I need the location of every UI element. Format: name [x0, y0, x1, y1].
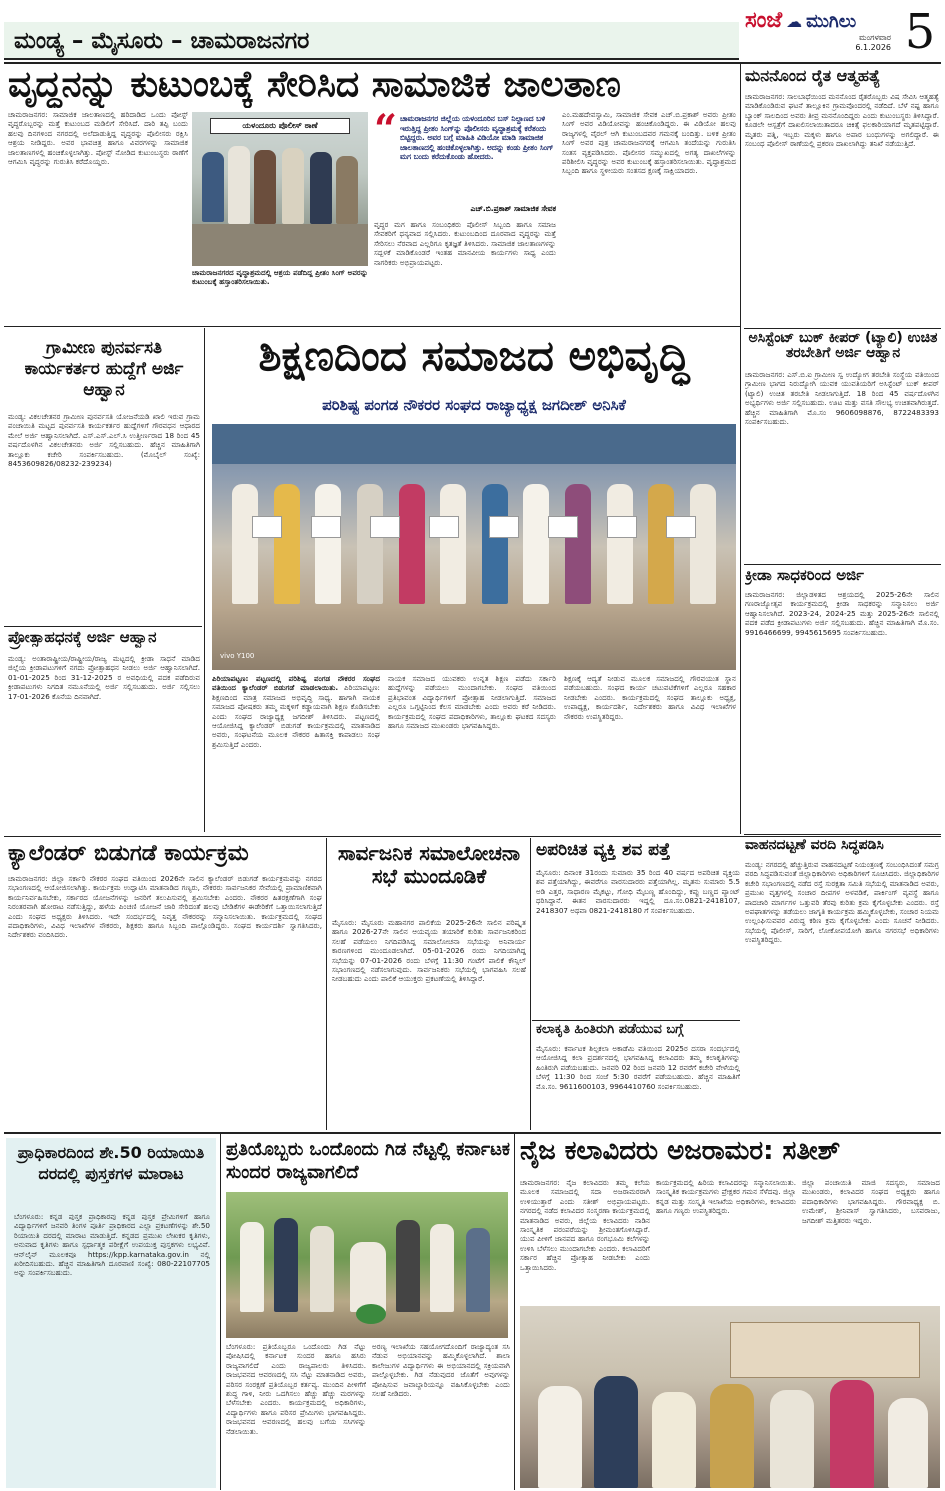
traffic-body: ಮಂಡ್ಯ: ನಗರದಲ್ಲಿ ಹೆಚ್ಚುತ್ತಿರುವ ವಾಹನದಟ್ಟಣೆ ನಿಯಂತ್ರಣಕ್ಕೆ ಸಂಬಂಧಿಸಿದಂತೆ ಸಮಗ್ರ ವರದಿ ಸಿದ್ಧಪಡಿಸುವಂತೆ ಜಿಲ್ಲಾಧಿಕಾರಿಗಳು ಅಧಿಕಾರಿಗಳಿಗೆ ಸೂಚಿಸಿದರು. ಜಿಲ್ಲಾಧಿಕಾರಿಗಳ ಕಚೇರಿ ಸಭಾಂಗಣದಲ್ಲಿ ನಡೆದ ರಸ್ತೆ ಸುರಕ್ಷತಾ ಸಮಿತಿ ಸಭೆಯಲ್ಲಿ ಮಾತನಾಡಿದ ಅವರು, ಪ್ರಮುಖ ವೃತ್ತಗಳಲ್ಲಿ ಸಂಚಾರ ದೀಪಗಳ ಅಳವಡಿಕೆ, ಪಾರ್ಕಿಂಗ್ ವ್ಯವಸ್ಥೆ ಹಾಗೂ ಪಾದಚಾರಿ ಮಾರ್ಗಗಳ ಒತ್ತುವರಿ ತೆರವು ಕುರಿತು ಕ್ರಮ ಕೈಗೊಳ್ಳಬೇಕು ಎಂದರು. ರಸ್ತೆ ಅಪಘಾತಗಳನ್ನು ತಡೆಯಲು ಜಾಗೃತಿ ಕಾರ್ಯಕ್ರಮ ಹಮ್ಮಿಕೊಳ್ಳಬೇಕು, ಸಂಚಾರ ನಿಯಮ ಉಲ್ಲಂಘಿಸುವವರ ವಿರುದ್ಧ ಕಠಿಣ ಕ್ರಮ ಕೈಗೊಳ್ಳಬೇಕು ಎಂದು ಸೂಚನೆ ನೀಡಿದರು. ಸಭೆಯಲ್ಲಿ ಪೊಲೀಸ್, ಸಾರಿಗೆ, ಲೋಕೋಪಯೋಗಿ ಹಾಗೂ ನಗರಸಭೆ ಅಧಿಕಾರಿಗಳು ಉಪಸ್ಥಿತರಿದ್ದರು.	[745, 860, 939, 945]
education-col1-text: ಪಿರಿಯಾಪಟ್ಟಣ: ಶಿಕ್ಷಣದಿಂದ ಮಾತ್ರ ಸಮಾಜದ ಅಭಿವೃದ್ಧಿ ಸಾಧ್ಯ. ಹಾಗಾಗಿ ನಾಯಕ ಸಮಾಜದ ಪೋಷಕರು ತಮ್ಮ ಮಕ್ಕಳಿಗೆ ಕಡ್ಡಾಯವಾಗಿ ಶಿಕ್ಷಣ ಕೊಡಿಸಬೇಕು ಎಂದು ಸಂಘದ ರಾಜ್ಯಾಧ್ಯಕ್ಷ ಜಗದೀಶ್ ತಿಳಿಸಿದರು. ಪಟ್ಟಣದಲ್ಲಿ ಆಯೋಜಿಸಿದ್ದ ಕ್ಯಾಲೆಂಡರ್ ಬಿಡುಗಡೆ ಕಾರ್ಯಕ್ರಮದಲ್ಲಿ ಮಾತನಾಡಿದ ಅವರು, ಸಂಘಟನೆಯ ಮೂಲಕ ನೌಕರರ ಹಿತಾಸಕ್ತಿ ಕಾಪಾಡಲು ಸಂಘ ಶ್ರಮಿಸುತ್ತಿದೆ ಎಂದರು.	[212, 683, 380, 749]
rule-col-meeting	[530, 838, 531, 1130]
page-number: 5	[904, 4, 936, 60]
public-meeting-body: ಮೈಸೂರು: ಮೈಸೂರು ಮಹಾನಗರ ಪಾಲಿಕೆಯ 2025-26ನೇ ಸಾಲಿನ ಪರಿಷ್ಕೃತ ಹಾಗೂ 2026-27ನೇ ಸಾಲಿನ ಆಯವ್ಯಯ ತಯಾರಿಕೆ ಕುರಿತು ಸಾರ್ವಜನಿಕರಿಂದ ಸಲಹೆ ಪಡೆಯಲು ನಿಗದಿಪಡಿಸಿದ್ದ ಸಮಾಲೋಚನಾ ಸಭೆಯನ್ನು ಅನಿವಾರ್ಯ ಕಾರಣಗಳಿಂದ ಮುಂದೂಡಲಾಗಿದೆ. 05-01-2026 ರಂದು ನಿಗದಿಯಾಗಿದ್ದ ಸಭೆಯನ್ನು 07-01-2026 ರಂದು ಬೆಳಗ್ಗೆ 11:30 ಗಂಟೆಗೆ ಪಾಲಿಕೆ ಕೌನ್ಸಿಲ್ ಸಭಾಂಗಣದಲ್ಲಿ ನಡೆಸಲಾಗುವುದು. ಸಾರ್ವಜನಿಕರು ಸಭೆಯಲ್ಲಿ ಭಾಗವಹಿಸಿ ಸಲಹೆ ನೀಡಬಹುದು ಎಂದು ಪಾಲಿಕೆ ಆಯುಕ್ತರು ಪ್ರಕಟಣೆಯಲ್ಲಿ ತಿಳಿಸಿದ್ದಾರೆ.	[332, 918, 526, 984]
education-col3: ಶಿಕ್ಷಣಕ್ಕೆ ಆದ್ಯತೆ ನೀಡುವ ಮೂಲಕ ಸಮಾಜದಲ್ಲಿ ಗೌರವಯುತ ಸ್ಥಾನ ಪಡೆಯಬಹುದು. ಸಂಘದ ಕಾರ್ಯ ಚಟುವಟಿಕೆಗಳಿಗೆ ಎಲ್ಲರೂ ಸಹಕಾರ ನೀಡಬೇಕು ಎಂದರು. ಕಾರ್ಯಕ್ರಮದಲ್ಲಿ ಸಂಘದ ತಾಲ್ಲೂಕು ಅಧ್ಯಕ್ಷ, ಉಪಾಧ್ಯಕ್ಷ, ಕಾರ್ಯದರ್ಶಿ, ನಿರ್ದೇಶಕರು ಹಾಗೂ ವಿವಿಧ ಇಲಾಖೆಗಳ ನೌಕರರು ಉಪಸ್ಥಿತರಿದ್ದರು.	[564, 674, 736, 721]
sports-award-headline: ಕ್ರೀಡಾ ಸಾಧಕರಿಂದ ಅರ್ಜಿ	[745, 568, 864, 584]
rule-left-1	[4, 626, 202, 627]
books-body: ಬೆಂಗಳೂರು: ಕನ್ನಡ ಪುಸ್ತಕ ಪ್ರಾಧಿಕಾರವು ಕನ್ನಡ ಪುಸ್ತಕ ಪ್ರೇಮಿಗಳಿಗೆ ಹಾಗೂ ವಿದ್ಯಾರ್ಥಿಗಳಿಗೆ ಜನವರಿ ತಿಂಗಳ ಪೂರ್ತಿ ಪ್ರಾಧಿಕಾರದ ಎಲ್ಲಾ ಪ್ರಕಟಣೆಗಳನ್ನು ಶೇ.50 ರಿಯಾಯಿತಿ ದರದಲ್ಲಿ ಮಾರಾಟ ಮಾಡುತ್ತಿದೆ. ಕನ್ನಡದ ಪ್ರಮುಖ ಲೇಖಕರ ಕೃತಿಗಳು, ಅನುವಾದ ಕೃತಿಗಳು ಹಾಗೂ ಸ್ಪರ್ಧಾತ್ಮಕ ಪರೀಕ್ಷೆಗೆ ಉಪಯುಕ್ತ ಪುಸ್ತಕಗಳು ಲಭ್ಯವಿವೆ. ಆನ್‌ಲೈನ್ ಮೂಲಕವೂ https://kpp.karnataka.gov.in ನಲ್ಲಿ ಖರೀದಿಸಬಹುದು. ಹೆಚ್ಚಿನ ಮಾಹಿತಿಗಾಗಿ ದೂರವಾಣಿ ಸಂಖ್ಯೆ: 080-22107705 ಅನ್ನು ಸಂಪರ್ಕಿಸಬಹುದು.	[14, 1212, 210, 1278]
lead-col-divider	[740, 64, 741, 834]
rule-right-1	[744, 328, 941, 329]
promotion-body: ಮಂಡ್ಯ: ಅಂತಾರಾಷ್ಟ್ರೀಯ/ರಾಷ್ಟ್ರೀಯ/ರಾಜ್ಯ ಮಟ್ಟದಲ್ಲಿ ಕ್ರೀಡಾ ಸಾಧನೆ ಮಾಡಿದ ಜಿಲ್ಲೆಯ ಕ್ರೀಡಾಪಟುಗಳಿಗೆ ನಗದು ಪ್ರೋತ್ಸಾಹಧನ ನೀಡಲು ಅರ್ಜಿ ಆಹ್ವಾನಿಸಲಾಗಿದೆ. 01-01-2025 ರಿಂದ 31-12-2025 ರ ಅವಧಿಯಲ್ಲಿ ಪದಕ ಪಡೆದಿರುವ ಕ್ರೀಡಾಪಟುಗಳು ನಿಗದಿತ ನಮೂನೆಯಲ್ಲಿ ಅರ್ಜಿ ಸಲ್ಲಿಸಬಹುದು. ಅರ್ಜಿ ಸಲ್ಲಿಸಲು 17-01-2026 ಕೊನೆಯ ದಿನವಾಗಿದೆ.	[8, 654, 200, 701]
rule-kala	[532, 1020, 740, 1021]
traffic-headline: ವಾಹನದಟ್ಟಣೆ ವರದಿ ಸಿದ್ಧಪಡಿಸಿ	[745, 838, 884, 853]
lead-headline: ವೃದ್ಧನನ್ನು ಕುಟುಂಬಕ್ಕೆ ಸೇರಿಸಿದ ಸಾಮಾಜಿಕ ಜಾಲತಾಣ	[8, 66, 621, 105]
lead-col1	[8, 110, 188, 322]
bookkeeper-headline: ಅಸಿಸ್ಟೆಂಟ್ ಬುಕ್ ಕೀಪರ್ (ಟ್ಯಾಲಿ) ಉಚಿತ ತರಬೇತಿಗೆ ಅರ್ಜಿ ಆಹ್ವಾನ	[748, 331, 938, 361]
education-headline: ಶಿಕ್ಷಣದಿಂದ ಸಮಾಜದ ಅಭಿವೃದ್ಧಿ	[258, 334, 690, 380]
kala-body: ಮೈಸೂರು: ಕರ್ನಾಟಕ ಶಿಲ್ಪಕಲಾ ಅಕಾಡೆಮಿ ವತಿಯಿಂದ 2025ರ ದಸರಾ ಸಂದರ್ಭದಲ್ಲಿ ಆಯೋಜಿಸಿದ್ದ ಕಲಾ ಪ್ರದರ್ಶನದಲ್ಲಿ ಭಾಗವಹಿಸಿದ್ದ ಕಲಾವಿದರು ತಮ್ಮ ಕಲಾಕೃತಿಗಳನ್ನು ಹಿಂತಿರುಗಿ ಪಡೆಯಬಹುದು. ಜನವರಿ 02 ರಿಂದ ಜನವರಿ 12 ರವರೆಗೆ ಕಚೇರಿ ವೇಳೆಯಲ್ಲಿ ಬೆಳಗ್ಗೆ 11:30 ರಿಂದ ಸಂಜೆ 5:30 ರವರೆಗೆ ಪಡೆಯಬಹುದು. ಹೆಚ್ಚಿನ ಮಾಹಿತಿಗೆ ಮೊ.ಸಂ. 9611600103, 9964410760 ಸಂಪರ್ಕಿಸಬಹುದು.	[536, 1044, 740, 1091]
issue-date: 6.1.2026	[855, 43, 891, 52]
tree-photo	[226, 1192, 508, 1338]
rule-row3	[4, 836, 941, 837]
calendar-body: ಚಾಮರಾಜನಗರ: ಜಿಲ್ಲಾ ಸರ್ಕಾರಿ ನೌಕರರ ಸಂಘದ ವತಿಯಿಂದ 2026ನೇ ಸಾಲಿನ ಕ್ಯಾಲೆಂಡರ್ ಬಿಡುಗಡೆ ಕಾರ್ಯಕ್ರಮವನ್ನು ನಗರದ ಸಭಾಂಗಣದಲ್ಲಿ ಆಯೋಜಿಸಲಾಗಿತ್ತು. ಕಾರ್ಯಕ್ರಮ ಉದ್ಘಾಟಿಸಿ ಮಾತನಾಡಿದ ಗಣ್ಯರು, ನೌಕರರು ಸಾರ್ವಜನಿಕರ ಸೇವೆಯಲ್ಲಿ ಪ್ರಾಮಾಣಿಕವಾಗಿ ಕಾರ್ಯನಿರ್ವಹಿಸಬೇಕು, ಸರ್ಕಾರದ ಯೋಜನೆಗಳನ್ನು ಜನರಿಗೆ ತಲುಪಿಸುವಲ್ಲಿ ಶ್ರಮಿಸಬೇಕು ಎಂದರು. ನೌಕರರ ಹಿತರಕ್ಷಣೆಗಾಗಿ ಸಂಘ ನಿರಂತರವಾಗಿ ಹೋರಾಟ ನಡೆಸುತ್ತಿದ್ದು, ಹಳೆಯ ಪಿಂಚಣಿ ಯೋಜನೆ ಜಾರಿ ಸೇರಿದಂತೆ ಹಲವು ಬೇಡಿಕೆಗಳ ಈಡೇರಿಕೆಗೆ ಒತ್ತಾಯಿಸಲಾಗುತ್ತಿದೆ ಎಂದು ಸಂಘದ ಅಧ್ಯಕ್ಷರು ತಿಳಿಸಿದರು. ಇದೇ ಸಂದರ್ಭದಲ್ಲಿ ನಿವೃತ್ತ ನೌಕರರನ್ನು ಸನ್ಮಾನಿಸಲಾಯಿತು. ಕಾರ್ಯಕ್ರಮದಲ್ಲಿ ಸಂಘದ ಪದಾಧಿಕಾರಿಗಳು, ವಿವಿಧ ಇಲಾಖೆಗಳ ನೌಕರರು, ಶಿಕ್ಷಕರು ಹಾಗೂ ಸಿಬ್ಬಂದಿ ಪಾಲ್ಗೊಂಡಿದ್ದರು. ಸಂಘದ ಕಾರ್ಯದರ್ಶಿ ಸ್ವಾಗತಿಸಿದರು, ನಿರ್ದೇಶಕರು ವಂದಿಸಿದರು.	[8, 874, 322, 940]
lead-quote-box	[374, 112, 556, 216]
issue-day: ಮಂಗಳವಾರ	[858, 33, 891, 42]
education-caption: ಪಿರಿಯಾಪಟ್ಟಣ: ಪಟ್ಟಣದಲ್ಲಿ ಪರಿಶಿಷ್ಟ ಪಂಗಡ ನೌಕರರ ಸಂಘದ ವತಿಯಿಂದ ಕ್ಯಾಲೆಂಡರ್ ಬಿಡುಗಡೆ ಮಾಡಲಾಯಿತು.	[212, 674, 380, 693]
education-col1	[212, 674, 380, 832]
logo-mugilu: ಮುಗಿಲು	[806, 11, 857, 32]
bookkeeper-body: ಚಾಮರಾಜನಗರ: ಎಸ್.ಬಿ.ಐ ಗ್ರಾಮೀಣ ಸ್ವ ಉದ್ಯೋಗ ತರಬೇತಿ ಸಂಸ್ಥೆಯ ವತಿಯಿಂದ ಗ್ರಾಮೀಣ ಭಾಗದ ನಿರುದ್ಯೋಗಿ ಯುವಕ ಯುವತಿಯರಿಗೆ ಅಸಿಸ್ಟೆಂಟ್ ಬುಕ್ ಕೀಪರ್ (ಟ್ಯಾಲಿ) ಉಚಿತ ತರಬೇತಿ ನೀಡಲಾಗುತ್ತಿದೆ. 18 ರಿಂದ 45 ವರ್ಷದೊಳಗಿನ ಅಭ್ಯರ್ಥಿಗಳು ಅರ್ಜಿ ಸಲ್ಲಿಸಬಹುದು. ಊಟ ಮತ್ತು ವಸತಿ ಸೌಲಭ್ಯ ಉಚಿತವಾಗಿರುತ್ತದೆ. ಹೆಚ್ಚಿನ ಮಾಹಿತಿಗಾಗಿ ಮೊ.ಸಂ 9606098876, 8722483393 ಸಂಪರ್ಕಿಸಬಹುದು.	[745, 370, 939, 427]
masthead-logo	[745, 4, 895, 60]
unknown-body-text: ಮೈಸೂರು: ದಿನಾಂಕ 31ರಂದು ಸುಮಾರು 35 ರಿಂದ 40 ವರ್ಷದ ಅಪರಿಚಿತ ವ್ಯಕ್ತಿಯ ಶವ ಪತ್ತೆಯಾಗಿದ್ದು, ಈವರೆಗೂ ವಾರಸುದಾರರು ಪತ್ತೆಯಾಗಿಲ್ಲ. ಮೃತನು ಸುಮಾರು 5.5 ಅಡಿ ಎತ್ತರ, ಸಾಧಾರಣ ಮೈಕಟ್ಟು, ಗೋಧಿ ಮೈಬಣ್ಣ ಹೊಂದಿದ್ದು, ಕಪ್ಪು ಬಣ್ಣದ ಪ್ಯಾಂಟ್ ಧರಿಸಿದ್ದಾನೆ. ಈತನ ವಾರಸುದಾರರು ಇದ್ದಲ್ಲಿ ದೂ.ಸಂ.0821-2418107, 2418307 ಅಥವಾ 0821-2418180 ಗೆ ಸಂಪರ್ಕಿಸಬಹುದು.	[536, 868, 740, 915]
rehab-headline: ಗ್ರಾಮೀಣ ಪುನರ್ವಸತಿ ಕಾರ್ಯಕರ್ತರ ಹುದ್ದೆಗೆ ಅರ್ಜಿ ಆಹ್ವಾನ	[24, 338, 184, 400]
artist-col3: ಜಿಲ್ಲಾ ಪಂಚಾಯಿತಿ ಮಾಜಿ ಸದಸ್ಯರು, ಸಮಾಜದ ಮುಖಂಡರು, ಕಲಾವಿದರ ಸಂಘದ ಅಧ್ಯಕ್ಷರು ಹಾಗೂ ಪದಾಧಿಕಾರಿಗಳು ಭಾಗವಹಿಸಿದ್ದರು. ಗೌರವಾಧ್ಯಕ್ಷ ಬಿ. ಉಮೇಶ್, ಶ್ರೀನಿವಾಸ್ ಸ್ವಾಗತಿಸಿದರು, ಬಸವರಾಜು, ಜಗದೀಶ್ ಮತ್ತಿತರರು ಇದ್ದರು.	[802, 1178, 940, 1225]
camera-watermark: vivo Y100	[220, 652, 255, 660]
education-col2: ನಾಯಕ ಸಮಾಜದ ಯುವಕರು ಉನ್ನತ ಶಿಕ್ಷಣ ಪಡೆದು ಸರ್ಕಾರಿ ಹುದ್ದೆಗಳನ್ನು ಪಡೆಯಲು ಮುಂದಾಗಬೇಕು. ಸಂಘದ ವತಿಯಿಂದ ಪ್ರತಿಭಾವಂತ ವಿದ್ಯಾರ್ಥಿಗಳಿಗೆ ಪ್ರೋತ್ಸಾಹ ನೀಡಲಾಗುತ್ತಿದೆ. ಸಮಾಜದ ಎಲ್ಲರೂ ಒಗ್ಗಟ್ಟಿನಿಂದ ಕೆಲಸ ಮಾಡಬೇಕು ಎಂದು ಅವರು ಕರೆ ನೀಡಿದರು. ಕಾರ್ಯಕ್ರಮದಲ್ಲಿ ಸಂಘದ ಪದಾಧಿಕಾರಿಗಳು, ತಾಲ್ಲೂಕು ಘಟಕದ ಸದಸ್ಯರು ಹಾಗೂ ಸಮಾಜದ ಮುಖಂಡರು ಭಾಗವಹಿಸಿದ್ದರು.	[388, 674, 556, 731]
farmer-body: ಚಾಮರಾಜನಗರ: ಸಾಲಬಾಧೆಯಿಂದ ಮನನೊಂದ ರೈತರೊಬ್ಬರು ವಿಷ ಸೇವಿಸಿ ಆತ್ಮಹತ್ಯೆ ಮಾಡಿಕೊಂಡಿರುವ ಘಟನೆ ತಾಲ್ಲೂಕಿನ ಗ್ರಾಮವೊಂದರಲ್ಲಿ ನಡೆದಿದೆ. ಬೆಳೆ ನಷ್ಟ ಹಾಗೂ ಬ್ಯಾಂಕ್ ಸಾಲದಿಂದ ಅವರು ತೀವ್ರ ಮನನೊಂದಿದ್ದರು ಎಂದು ಕುಟುಂಬಸ್ಥರು ತಿಳಿಸಿದ್ದಾರೆ. ಕೂಡಲೇ ಆಸ್ಪತ್ರೆಗೆ ದಾಖಲಿಸಲಾಯಿತಾದರೂ ಚಿಕಿತ್ಸೆ ಫಲಕಾರಿಯಾಗದೆ ಮೃತಪಟ್ಟಿದ್ದಾರೆ. ಮೃತರು ಪತ್ನಿ, ಇಬ್ಬರು ಮಕ್ಕಳು ಹಾಗೂ ಅಪಾರ ಬಂಧುಗಳನ್ನು ಅಗಲಿದ್ದಾರೆ. ಈ ಸಂಬಂಧ ಪೊಲೀಸ್ ಠಾಣೆಯಲ್ಲಿ ಪ್ರಕರಣ ದಾಖಲಾಗಿದ್ದು ತನಿಖೆ ನಡೆಯುತ್ತಿದೆ.	[745, 92, 939, 149]
farmer-headline: ಮನನೊಂದ ರೈತ ಆತ್ಮಹತ್ಯೆ	[745, 68, 881, 85]
rule-col-books	[220, 1134, 221, 1490]
calendar-headline: ಕ್ಯಾಲೆಂಡರ್ ಬಿಡುಗಡೆ ಕಾರ್ಯಕ್ರಮ	[8, 842, 249, 866]
books-box	[6, 1138, 216, 1488]
education-photo	[212, 424, 736, 670]
lead-photo-caption: ಚಾಮರಾಜನಗರದ ವೃದ್ಧಾಶ್ರಮದಲ್ಲಿ ಆಶ್ರಯ ಪಡೆದಿದ್ದ ಪ್ರೀತಂ ಸಿಂಗ್ ಅವರನ್ನು ಕುಟುಂಬಕ್ಕೆ ಹಸ್ತಾಂತರಿಸಲಾಯಿತು.	[192, 268, 368, 287]
lead-quote-author: ಎಚ್.ಬಿ.ಪ್ರಕಾಶ್ ಸಾಮಾಜಿಕ ಸೇವಕ	[470, 204, 556, 213]
public-meeting-headline: ಸಾರ್ವಜನಿಕ ಸಮಾಲೋಚನಾ ಸಭೆ ಮುಂದೂಡಿಕೆ	[337, 842, 521, 888]
artist-col1: ಚಾಮರಾಜನಗರ: ನೈಜ ಕಲಾವಿದರು ತಮ್ಮ ಕಲೆಯ ಮೂಲಕ ಸಮಾಜದಲ್ಲಿ ಸದಾ ಅಜರಾಮರರಾಗಿ ಉಳಿಯುತ್ತಾರೆ ಎಂದು ಸತೀಶ್ ಅಭಿಪ್ರಾಯಪಟ್ಟರು. ನಗರದಲ್ಲಿ ನಡೆದ ಕಲಾವಿದರ ಸಂಸ್ಮರಣಾ ಕಾರ್ಯಕ್ರಮದಲ್ಲಿ ಮಾತನಾಡಿದ ಅವರು, ಜಿಲ್ಲೆಯ ಕಲಾವಿದರು ನಾಡಿನ ಸಾಂಸ್ಕೃತಿಕ ಪರಂಪರೆಯನ್ನು ಶ್ರೀಮಂತಗೊಳಿಸಿದ್ದಾರೆ. ಯುವ ಪೀಳಿಗೆ ಜಾನಪದ ಹಾಗೂ ರಂಗಭೂಮಿ ಕಲೆಗಳನ್ನು ಉಳಿಸಿ ಬೆಳೆಸಲು ಮುಂದಾಗಬೇಕು ಎಂದರು. ಕಲಾವಿದರಿಗೆ ಸರ್ಕಾರ ಹೆಚ್ಚಿನ ಪ್ರೋತ್ಸಾಹ ನೀಡಬೇಕು ಎಂದು ಒತ್ತಾಯಿಸಿದರು.	[520, 1178, 650, 1272]
tree-headline: ಪ್ರತಿಯೊಬ್ಬರು ಒಂದೊಂದು ಗಿಡ ನೆಟ್ಟಲ್ಲಿ ಕರ್ನಾಟಕ ಸುಂದರ ರಾಜ್ಯವಾಗಲಿದೆ	[226, 1139, 510, 1183]
lead-photo	[192, 112, 368, 266]
kala-headline: ಕಲಾಕೃತಿ ಹಿಂತಿರುಗಿ ಪಡೆಯುವ ಬಗ್ಗೆ	[536, 1023, 684, 1037]
tree-col1: ಬೆಂಗಳೂರು: ಪ್ರತಿಯೊಬ್ಬರೂ ಒಂದೊಂದು ಗಿಡ ನೆಟ್ಟು ಪೋಷಿಸಿದಲ್ಲಿ ಕರ್ನಾಟಕ ಸುಂದರ ಹಾಗೂ ಹಸಿರು ರಾಜ್ಯವಾಗಲಿದೆ ಎಂದು ರಾಜ್ಯಪಾಲರು ತಿಳಿಸಿದರು. ರಾಜಭವನದ ಆವರಣದಲ್ಲಿ ಸಸಿ ನೆಟ್ಟು ಮಾತನಾಡಿದ ಅವರು, ಪರಿಸರ ಸಂರಕ್ಷಣೆ ಪ್ರತಿಯೊಬ್ಬರ ಕರ್ತವ್ಯ. ಮುಂದಿನ ಪೀಳಿಗೆಗೆ ಶುದ್ಧ ಗಾಳಿ, ನೀರು ಒದಗಿಸಲು ಹೆಚ್ಚು ಹೆಚ್ಚು ಮರಗಳನ್ನು ಬೆಳೆಸಬೇಕು ಎಂದರು. ಕಾರ್ಯಕ್ರಮದಲ್ಲಿ ಅಧಿಕಾರಿಗಳು, ವಿದ್ಯಾರ್ಥಿಗಳು ಹಾಗೂ ಪರಿಸರ ಪ್ರೇಮಿಗಳು ಭಾಗವಹಿಸಿದ್ದರು. ರಾಜಭವನದ ಆವರಣದಲ್ಲಿ ಹಲವು ಬಗೆಯ ಸಸಿಗಳನ್ನು ನೆಡಲಾಯಿತು.	[226, 1342, 366, 1436]
lead-col3: ಎಂ.ಮಹದೇವಸ್ವಾಮಿ, ಸಾಮಾಜಿಕ ಸೇವಕ ಎಚ್.ಬಿ.ಪ್ರಕಾಶ್ ಅವರು ಪ್ರೀತಂ ಸಿಂಗ್ ಅವರ ವಿಡಿಯೋವನ್ನು ಹಂಚಿಕೊಂಡಿದ್ದರು. ಈ ವಿಡಿಯೋ ಹಲವು ರಾಜ್ಯಗಳಲ್ಲಿ ವೈರಲ್ ಆಗಿ ಕುಟುಂಬದವರ ಗಮನಕ್ಕೆ ಬಂದಿತ್ತು. ಬಳಿಕ ಪ್ರೀತಂ ಸಿಂಗ್ ಅವರ ಪುತ್ರ ಚಾಮರಾಜನಗರಕ್ಕೆ ಆಗಮಿಸಿ ತಂದೆಯನ್ನು ಗುರುತಿಸಿ ಸಂತಸ ವ್ಯಕ್ತಪಡಿಸಿದರು. ಪೊಲೀಸರ ಸಮ್ಮುಖದಲ್ಲಿ ಅಗತ್ಯ ದಾಖಲೆಗಳನ್ನು ಪರಿಶೀಲಿಸಿ ವೃದ್ಧರನ್ನು ಅವರ ಕುಟುಂಬಕ್ಕೆ ಹಸ್ತಾಂತರಿಸಲಾಯಿತು. ವೃದ್ಧಾಶ್ರಮದ ಸಿಬ್ಬಂದಿ ಹಾಗೂ ಸ್ಥಳೀಯರು ಸಂತಸದ ಕ್ಷಣಕ್ಕೆ ಸಾಕ್ಷಿಯಾದರು.	[562, 110, 736, 176]
education-subhead: ಪರಿಶಿಷ್ಟ ಪಂಗಡ ನೌಕರರ ಸಂಘದ ರಾಜ್ಯಾಧ್ಯಕ್ಷ ಜಗದೀಶ್ ಅನಿಸಿಕೆ	[322, 396, 626, 414]
rule-col-calendar	[326, 838, 327, 1130]
rule-row4	[4, 1132, 941, 1134]
rule-row2	[4, 326, 740, 327]
section-title: ಮಂಡ್ಯ – ಮೈಸೂರು – ಚಾಮರಾಜನಗರ	[14, 28, 310, 54]
masthead-rule	[4, 62, 941, 64]
promotion-headline: ಪ್ರೋತ್ಸಾಹಧನಕ್ಕೆ ಅರ್ಜಿ ಆಹ್ವಾನ	[8, 630, 157, 646]
logo-sanje: ಸಂಜೆ	[745, 8, 783, 33]
rule-right-3	[744, 834, 941, 835]
sports-award-body: ಚಾಮರಾಜನಗರ: ಜಿಲ್ಲಾಡಳಿತದ ಆಶ್ರಯದಲ್ಲಿ 2025-26ನೇ ಸಾಲಿನ ಗಣರಾಜ್ಯೋತ್ಸವ ಕಾರ್ಯಕ್ರಮದಲ್ಲಿ ಕ್ರೀಡಾ ಸಾಧಕರನ್ನು ಸನ್ಮಾನಿಸಲು ಅರ್ಜಿ ಆಹ್ವಾನಿಸಲಾಗಿದೆ. 2023-24, 2024-25 ಮತ್ತು 2025-26ನೇ ಸಾಲಿನಲ್ಲಿ ಪದಕ ಪಡೆದ ಕ್ರೀಡಾಪಟುಗಳು ಅರ್ಜಿ ಸಲ್ಲಿಸಬಹುದು. ಹೆಚ್ಚಿನ ಮಾಹಿತಿಗಾಗಿ ಮೊ.ಸಂ. 9916466699, 9945615695 ಸಂಪರ್ಕಿಸಬಹುದು.	[745, 590, 939, 637]
police-sign: ಯಳಂದೂರು ಪೊಲೀಸ್ ಠಾಣೆ	[210, 118, 350, 134]
unknown-body-headline: ಅಪರಿಚಿತ ವ್ಯಕ್ತಿ ಶವ ಪತ್ತೆ	[536, 842, 671, 860]
artist-photo	[520, 1306, 940, 1488]
rule-col-tree	[514, 1134, 515, 1490]
books-headline: ಪ್ರಾಧಿಕಾರದಿಂದ ಶೇ.50 ರಿಯಾಯಿತಿ ದರದಲ್ಲಿ ಪುಸ್ತಕಗಳ ಮಾರಾಟ	[17, 1143, 205, 1183]
lead-col2: ವೃದ್ಧರ ಮಗ ಹಾಗೂ ಸಂಬಂಧಿಕರು ಪೊಲೀಸ್ ಸಿಬ್ಬಂದಿ ಹಾಗೂ ಸಮಾಜ ಸೇವಕರಿಗೆ ಧನ್ಯವಾದ ಸಲ್ಲಿಸಿದರು. ಕುಟುಂಬದಿಂದ ದೂರವಾದ ವೃದ್ಧರನ್ನು ಮತ್ತೆ ಸೇರಿಸಲು ನೆರವಾದ ಎಲ್ಲರಿಗೂ ಕೃತಜ್ಞತೆ ತಿಳಿಸಿದರು. ಸಾಮಾಜಿಕ ಜಾಲತಾಣಗಳನ್ನು ಸದ್ಬಳಕೆ ಮಾಡಿಕೊಂಡರೆ ಇಂತಹ ಮಾನವೀಯ ಕಾರ್ಯಗಳು ಸಾಧ್ಯ ಎಂದು ನಾಗರಿಕರು ಅಭಿಪ್ರಾಯಪಟ್ಟರು.	[374, 220, 556, 267]
lead-col1-text: ಚಾಮರಾಜನಗರ: ಸಾಮಾಜಿಕ ಜಾಲತಾಣದಲ್ಲಿ ಹರಿದಾಡಿದ ಒಂದು ಪೋಸ್ಟ್ ವೃದ್ಧರೊಬ್ಬರನ್ನು ಮತ್ತೆ ಕುಟುಂಬದ ಮಡಿಲಿಗೆ ಸೇರಿಸಿದೆ. ದಾರಿ ತಪ್ಪಿ ಬಂದು ಹಲವು ದಿನಗಳಿಂದ ನಗರದಲ್ಲಿ ಅಲೆದಾಡುತ್ತಿದ್ದ ವೃದ್ಧರನ್ನು ಪೊಲೀಸರು ರಕ್ಷಿಸಿ ಆಶ್ರಯ ನೀಡಿದ್ದರು. ಅವರ ಭಾವಚಿತ್ರ ಹಾಗೂ ವಿವರಗಳನ್ನು ಸಾಮಾಜಿಕ ಜಾಲತಾಣಗಳಲ್ಲಿ ಹಂಚಿಕೊಳ್ಳಲಾಗಿತ್ತು. ಪೋಸ್ಟ್ ನೋಡಿದ ಕುಟುಂಬಸ್ಥರು ಠಾಣೆಗೆ ಆಗಮಿಸಿ ವೃದ್ಧರನ್ನು ಗುರುತಿಸಿ ಕರೆದೊಯ್ದರು.	[8, 110, 188, 167]
tree-col2: ಅರಣ್ಯ ಇಲಾಖೆಯ ಸಹಯೋಗದೊಂದಿಗೆ ರಾಜ್ಯಾದ್ಯಂತ ಸಸಿ ನೆಡುವ ಅಭಿಯಾನವನ್ನು ಹಮ್ಮಿಕೊಳ್ಳಲಾಗಿದೆ. ಶಾಲಾ ಕಾಲೇಜುಗಳ ವಿದ್ಯಾರ್ಥಿಗಳು ಈ ಅಭಿಯಾನದಲ್ಲಿ ಸಕ್ರಿಯವಾಗಿ ಪಾಲ್ಗೊಳ್ಳಬೇಕು. ಗಿಡ ನೆಡುವುದರ ಜೊತೆಗೆ ಅವುಗಳನ್ನು ಪೋಷಿಸುವ ಜವಾಬ್ದಾರಿಯನ್ನೂ ವಹಿಸಿಕೊಳ್ಳಬೇಕು ಎಂದು ಸಲಹೆ ನೀಡಿದರು.	[372, 1342, 510, 1399]
cloud-icon: ☁	[786, 12, 803, 31]
lead-quote: ಚಾಮರಾಜನಗರ ಜಿಲ್ಲೆಯ ಯಳಂದೂರಿನ ಬಸ್ ನಿಲ್ದಾಣದ ಬಳಿ ಇರುತ್ತಿದ್ದ ಪ್ರೀತಂ ಸಿಂಗ್‌ನ್ನು ಪೊಲೀಸರು ವೃದ್ಧಾಶ್ರಮಕ್ಕೆ ಕರೆತಂದು ಬಿಟ್ಟಿದ್ದರು. ಅವರ ಬಗ್ಗೆ ಮಾಹಿತಿ ವಿಡಿಯೋ ಮಾಡಿ ಸಾಮಾಜಿಕ ಜಾಲತಾಣದಲ್ಲಿ ಹಂಚಿಕೊಳ್ಳಲಾಗಿತ್ತು. ಅದನ್ನು ಕಂಡು ಪ್ರೀತಂ ಸಿಂಗ್ ಮಗ ಬಂದು ಕರೆದುಕೊಂಡು ಹೋದರು.	[400, 114, 554, 162]
rule-left-col	[204, 328, 205, 832]
rehab-body: ಮಂಡ್ಯ: ವಿಕಲಚೇತನರ ಗ್ರಾಮೀಣ ಪುನರ್ವಸತಿ ಯೋಜನೆಯಡಿ ಖಾಲಿ ಇರುವ ಗ್ರಾಮ ಪಂಚಾಯಿತಿ ಮಟ್ಟದ ಪುನರ್ವಸತಿ ಕಾರ್ಯಕರ್ತರ ಹುದ್ದೆಗಳಿಗೆ ಗೌರವಧನ ಆಧಾರದ ಮೇಲೆ ಅರ್ಜಿ ಆಹ್ವಾನಿಸಲಾಗಿದೆ. ಎಸ್.ಎಸ್.ಎಲ್.ಸಿ ಉತ್ತೀರ್ಣರಾದ 18 ರಿಂದ 45 ವರ್ಷದೊಳಗಿನ ವಿಕಲಚೇತನರು ಅರ್ಜಿ ಸಲ್ಲಿಸಬಹುದು. ಹೆಚ್ಚಿನ ಮಾಹಿತಿಗಾಗಿ ತಾಲ್ಲೂಕು ಕಚೇರಿ ಸಂಪರ್ಕಿಸಬಹುದು. (ಮೊಬೈಲ್ ಸಂಖ್ಯೆ: 8453609826/08232-239234)	[8, 412, 200, 469]
section-banner	[4, 22, 739, 60]
rule-right-2	[744, 564, 941, 565]
quote-mark-icon: “	[374, 112, 398, 153]
artist-col2: ಕಾರ್ಯಕ್ರಮದಲ್ಲಿ ಹಿರಿಯ ಕಲಾವಿದರನ್ನು ಸನ್ಮಾನಿಸಲಾಯಿತು. ಸಾಂಸ್ಕೃತಿಕ ಕಾರ್ಯಕ್ರಮಗಳು ಪ್ರೇಕ್ಷಕರ ಗಮನ ಸೆಳೆದವು. ಜಿಲ್ಲಾ ಕನ್ನಡ ಮತ್ತು ಸಂಸ್ಕೃತಿ ಇಲಾಖೆಯ ಅಧಿಕಾರಿಗಳು, ಕಲಾವಿದರು ಹಾಗೂ ಗಣ್ಯರು ಉಪಸ್ಥಿತರಿದ್ದರು.	[656, 1178, 796, 1216]
artist-headline: ನೈಜ ಕಲಾವಿದರು ಅಜರಾಮರ: ಸತೀಶ್	[520, 1138, 841, 1166]
